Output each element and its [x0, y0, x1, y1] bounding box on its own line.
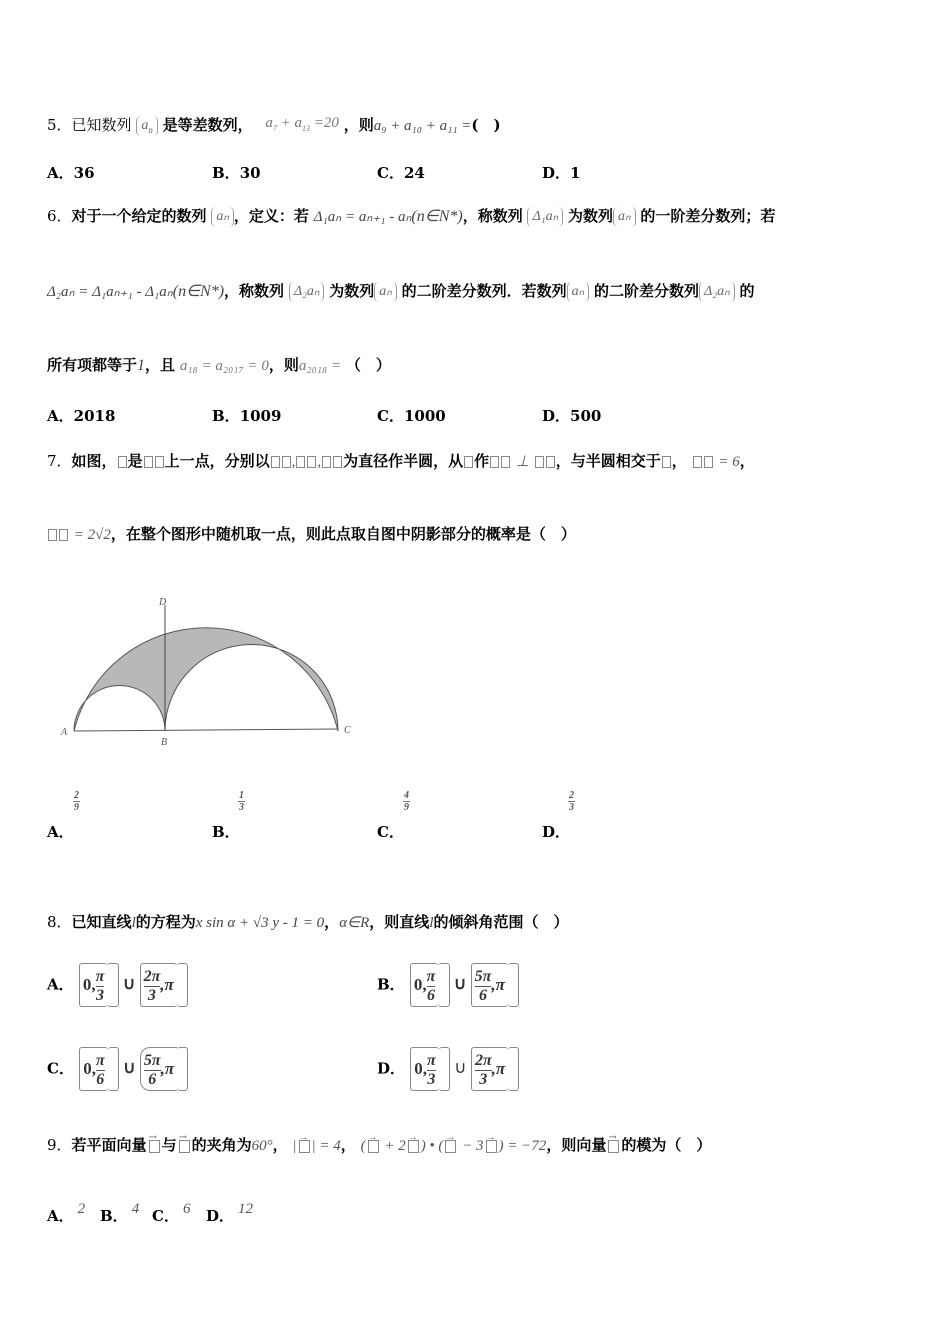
missing-glyph-icon	[535, 456, 544, 468]
q9-angle: 60°	[251, 1138, 273, 1154]
missing-glyph-icon	[464, 456, 473, 468]
q7-text: ，与半圆相交于	[555, 452, 661, 470]
q5-condition: $a_7 + a_{13} =20$	[265, 115, 339, 133]
vector-b-icon	[299, 1140, 310, 1153]
q9-option-c[interactable]: C． 6	[152, 1201, 191, 1225]
q8-option-a[interactable]: A． 0, $\frac{\pi}{3}$ ∪ $\frac{2\pi}{3}$ ,π	[47, 962, 188, 1006]
q7-text: 作	[474, 452, 490, 470]
q7-diameter-line	[74, 729, 338, 731]
missing-glyph-icon	[296, 456, 305, 468]
q7-comma: ,	[291, 454, 296, 470]
missing-glyph-icon	[693, 456, 702, 468]
question-9	[47, 1135, 910, 1156]
question-8	[47, 912, 910, 933]
q5-number: 5．	[47, 116, 72, 134]
missing-glyph-icon	[144, 456, 153, 468]
question-6-line-3	[47, 355, 910, 376]
q6-text: ，且	[145, 356, 176, 374]
q8-text: 的方程为	[135, 913, 196, 931]
q7-text: 是	[127, 452, 143, 470]
q6-definition-1: Δ₁aₙ = aₙ₊₁ - aₙ	[313, 209, 412, 225]
q6-text: 为数列	[567, 207, 613, 225]
q9-text: ，	[272, 1136, 288, 1154]
q9-modulus: |→ | = 4	[292, 1138, 340, 1154]
q7-figure	[55, 590, 365, 750]
q8-text: 的倾斜角范围（ ）	[433, 913, 569, 931]
q6-text: 对于一个给定的数列	[71, 207, 207, 225]
q6-option-b[interactable]: B．1009	[212, 407, 282, 425]
q7-perp: ⊥	[515, 454, 529, 470]
q9-option-b[interactable]: B． 4	[100, 1201, 140, 1225]
q5-option-a[interactable]: A．36	[47, 164, 95, 182]
q8-option-b[interactable]: B． 0, $\frac{\pi}{6}$ ∪ $\frac{5\pi}{6}$ ,π	[377, 962, 519, 1006]
missing-glyph-icon	[501, 456, 510, 468]
q9-number: 9．	[47, 1136, 72, 1154]
q5-text: 已知数列	[71, 116, 132, 134]
q6-option-c[interactable]: C．1000	[377, 407, 446, 425]
q8-text: ，则直线	[369, 913, 430, 931]
q6-text: 为数列	[329, 282, 375, 300]
q7-option-b-fraction: $\frac{1}{3}$	[239, 790, 244, 813]
missing-glyph-icon	[704, 456, 713, 468]
q7-option-a[interactable]: $\frac{2}{9}$ A．	[47, 790, 79, 841]
q5-expression: a₉ + a₁₀ + a₁₁ =	[373, 118, 472, 134]
q8-option-c[interactable]: C． 0, $\frac{\pi}{6}$ ∪ $\frac{5\pi}{6}$ ,π	[47, 1046, 188, 1090]
q7-label-a: A	[61, 727, 68, 738]
q7-label-d: D	[159, 597, 167, 608]
q7-option-c[interactable]: $\frac{4}{9}$ C．	[377, 790, 409, 841]
q9-text: ，则向量	[546, 1136, 607, 1154]
q6-sequence: aₙ	[613, 207, 636, 227]
q8-option-c-interval: 0, $\frac{\pi}{6}$ ∪ $\frac{5\pi}{6}$ ,π	[79, 1046, 188, 1090]
q6-text: ，称数列	[462, 207, 523, 225]
q7-number: 7．	[47, 452, 72, 470]
q7-option-c-fraction: $\frac{4}{9}$	[404, 790, 409, 813]
q6-sequence: aₙ	[567, 282, 590, 302]
q6-sequence: aₙ	[374, 282, 397, 302]
q6-text: ，则	[268, 356, 299, 374]
missing-glyph-icon	[322, 456, 331, 468]
q8-option-b-interval: 0, $\frac{\pi}{6}$ ∪ $\frac{5\pi}{6}$ ,π	[410, 962, 519, 1006]
q8-text: ，	[324, 913, 340, 931]
q6-text: 的二阶差分数列	[594, 282, 700, 300]
q7-text: ，	[739, 452, 755, 470]
missing-glyph-icon	[48, 529, 57, 541]
question-5	[47, 113, 910, 139]
q8-line-var: l	[131, 915, 136, 931]
q9-option-d[interactable]: D． 12	[206, 1201, 254, 1225]
q8-text: 已知直线	[71, 913, 132, 931]
q6-definition-2-cond: (n∈N*)	[172, 283, 225, 300]
missing-glyph-icon	[282, 456, 291, 468]
vector-a-icon	[445, 1140, 456, 1153]
vector-b-icon	[179, 1140, 190, 1153]
q7-text: 为直径作半圆，从	[343, 452, 464, 470]
q9-expression: (→ + 2→ ) • (→ − 3→ ) = −72	[361, 1138, 547, 1154]
q6-definition-2: Δ₂aₙ = Δ₁aₙ₊₁ - Δ₁aₙ	[47, 284, 173, 300]
q8-alpha: α∈R	[339, 915, 370, 931]
q9-option-a[interactable]: A． 2	[47, 1201, 86, 1225]
missing-glyph-icon	[490, 456, 499, 468]
q7-text: ，在整个图形中随机取一点，则此点取自图中阴影部分的概率是（ ）	[110, 525, 576, 543]
vector-a-icon	[368, 1140, 379, 1153]
question-6-line-2	[47, 281, 910, 302]
q5-sequence: $a_n$	[136, 116, 158, 136]
q6-option-d[interactable]: D．500	[542, 407, 602, 425]
q7-text: 上一点，分别以	[164, 452, 270, 470]
q8-option-d-interval: 0, $\frac{\pi}{3}$ ∪ $\frac{2\pi}{3}$ ,π	[410, 1046, 519, 1090]
q8-line-var: l	[429, 915, 434, 931]
q8-option-d[interactable]: D． 0, $\frac{\pi}{3}$ ∪ $\frac{2\pi}{3}$ ,π	[377, 1046, 519, 1090]
q6-definition-1-cond: (n∈N*)	[411, 208, 463, 225]
q7-label-b: B	[161, 737, 168, 748]
q9-text: 的夹角为	[191, 1136, 252, 1154]
q5-text: ，则	[343, 116, 374, 134]
question-7-line-2	[47, 524, 910, 545]
q8-option-a-interval: 0, $\frac{\pi}{3}$ ∪ $\frac{2\pi}{3}$ ,π	[79, 962, 188, 1006]
q6-one: 1	[137, 357, 146, 374]
q6-text: ，定义：若	[233, 207, 309, 225]
missing-glyph-icon	[662, 456, 671, 468]
missing-glyph-icon	[271, 456, 280, 468]
q9-text: 若平面向量	[71, 1136, 147, 1154]
q6-first-diff: Δ₁aₙ	[527, 207, 563, 227]
q6-option-a[interactable]: A．2018	[47, 407, 116, 425]
q6-text: 的	[739, 282, 755, 300]
question-6-line-1	[47, 206, 910, 227]
missing-glyph-icon	[155, 456, 164, 468]
q8-number: 8．	[47, 913, 72, 931]
missing-glyph-icon	[307, 456, 316, 468]
q7-comma: ,	[317, 454, 322, 470]
q9-text: 的模为（ ）	[621, 1136, 712, 1154]
missing-glyph-icon	[546, 456, 555, 468]
q7-text: 如图，	[71, 452, 117, 470]
q7-option-a-fraction: $\frac{2}{9}$	[74, 790, 79, 813]
q7-option-d[interactable]: $\frac{2}{3}$ D．	[542, 790, 574, 841]
question-7-line-1	[47, 451, 910, 472]
q6-text: 的二阶差分数列．若数列	[401, 282, 567, 300]
q7-eq6: = 6	[718, 454, 740, 470]
q6-sequence: aₙ	[211, 207, 234, 227]
q7-option-d-fraction: $\frac{2}{3}$	[569, 790, 574, 813]
q7-shaded-region	[74, 628, 338, 731]
vector-a-icon	[149, 1140, 160, 1153]
q6-text: ，称数列	[224, 282, 285, 300]
q7-text: ，	[671, 452, 687, 470]
q6-second-diff: Δ₂aₙ	[699, 282, 735, 302]
q5-option-d[interactable]: D．1	[542, 164, 581, 182]
q6-condition: a₁₈ = a₂₀₁₇ = 0	[179, 358, 269, 374]
missing-glyph-icon	[118, 456, 127, 468]
q5-option-b[interactable]: B．30	[212, 164, 261, 182]
q6-second-diff: Δ₂aₙ	[289, 282, 325, 302]
q5-answer-paren: ( )	[471, 116, 501, 134]
q9-text: 与	[161, 1136, 177, 1154]
q8-equation: x sin α + √3 y - 1 = 0	[195, 915, 325, 931]
q6-text: 的一阶差分数列；若	[640, 207, 776, 225]
q7-eq2: = 2√2	[73, 527, 111, 543]
q7-label-c: C	[344, 725, 351, 736]
q5-option-c[interactable]: C．24	[377, 164, 425, 182]
q7-option-b[interactable]: $\frac{1}{3}$ B．	[212, 790, 244, 841]
q6-number: 6．	[47, 207, 72, 225]
q6-ask: a₂₀₁₈ =	[298, 358, 342, 374]
vector-b-icon	[408, 1140, 419, 1153]
q6-answer-paren: （ ）	[345, 356, 391, 374]
vector-a-icon	[608, 1140, 619, 1153]
q6-text: 所有项都等于	[47, 356, 138, 374]
q9-text: ，	[340, 1136, 356, 1154]
missing-glyph-icon	[333, 456, 342, 468]
missing-glyph-icon	[59, 529, 68, 541]
q5-text: 是等差数列，	[162, 116, 253, 134]
vector-b-icon	[486, 1140, 497, 1153]
